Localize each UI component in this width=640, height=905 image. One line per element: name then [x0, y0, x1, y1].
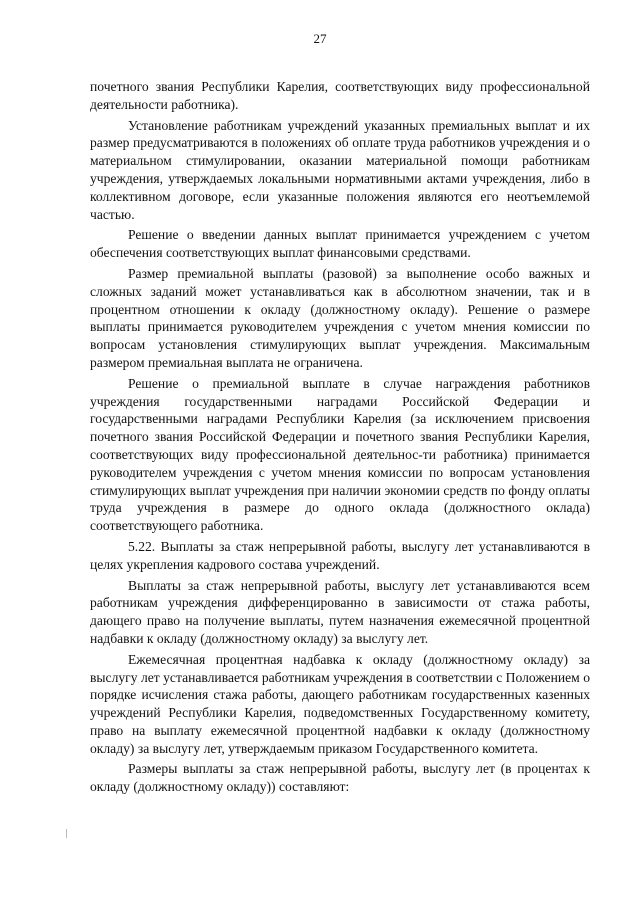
paragraph: Решение о премиальной выплате в случае награждения работников учреждения государственными наградами Российской Федерации и государственными наградами Республики Карелия (за исключением присвоения почетного звания Российской Федерации и почетного звания Республики Карелия, соответствующих виду профессиональной деятельнос-ти работника) принимается руководителем учреждения с учетом мнения комиссии по вопросам установления стимулирующих выплат учреждения при наличии экономии средств по фонду оплаты труда учреждения в размере до одного оклада (должностного оклада) соответствующего работника. [90, 375, 590, 534]
paragraph: Выплаты за стаж непрерывной работы, выслугу лет устанавливаются всем работникам учреждения дифференцированно в зависимости от стажа работы, дающего право на получение выплаты, путем назначения ежемесячной процентной надбавки к окладу (должностному окладу) за выслугу лет. [90, 577, 590, 646]
paragraph: Решение о введении данных выплат принимается учреждением с учетом обеспечения соответствующих выплат финансовыми средствами. [90, 227, 590, 261]
margin-mark [66, 829, 67, 838]
paragraph: почетного звания Республики Карелия, соответствующих виду профессиональной деятельности работника). [90, 79, 590, 112]
section-5-22: 5.22. Выплаты за стаж непрерывной работы, выслугу лет устанавливаются в целях укрепления кадрового состава учреждений. [90, 538, 590, 572]
paragraph: Установление работникам учреждений указанных премиальных выплат и их размер предусматриваются в положениях об оплате труда работников учреждения и о материальном стимулировании, оказании материальной помощи работникам учреждения, утверждаемых локальными нормативными актами учреждения, либо в коллективном договоре, если указанные положения являются его неотъемлемой частью. [90, 117, 590, 222]
paragraph: Размер премиальной выплаты (разовой) за выполнение особо важных и сложных заданий может устанавливаться как в абсолютном значении, так и в процентном отношении к окладу (должностному окладу). Решение о размере выплаты принимается руководителем учреждения с учетом мнения комиссии по вопросам установления стимулирующих выплат учреждения. Максимальным размером премиальная выплата не ограничена. [90, 265, 590, 370]
document-body [90, 78, 590, 796]
paragraph: Размеры выплаты за стаж непрерывной работы, выслугу лет (в процентах к окладу (должностному окладу)) составляют: [90, 761, 590, 795]
page-number: 27 [313, 31, 327, 46]
paragraph: Ежемесячная процентная надбавка к окладу (должностному окладу) за выслугу лет устанавливается работникам учреждения в соответствии с Положением о порядке исчисления стажа работы, дающего работникам государственных казенных учреждений Республики Карелия, подведомственных Государственному комитету, право на выплату ежемесячной процентной надбавки к окладу (должностному окладу) за выслугу лет, утверждаемым приказом Государственного комитета. [90, 651, 590, 756]
